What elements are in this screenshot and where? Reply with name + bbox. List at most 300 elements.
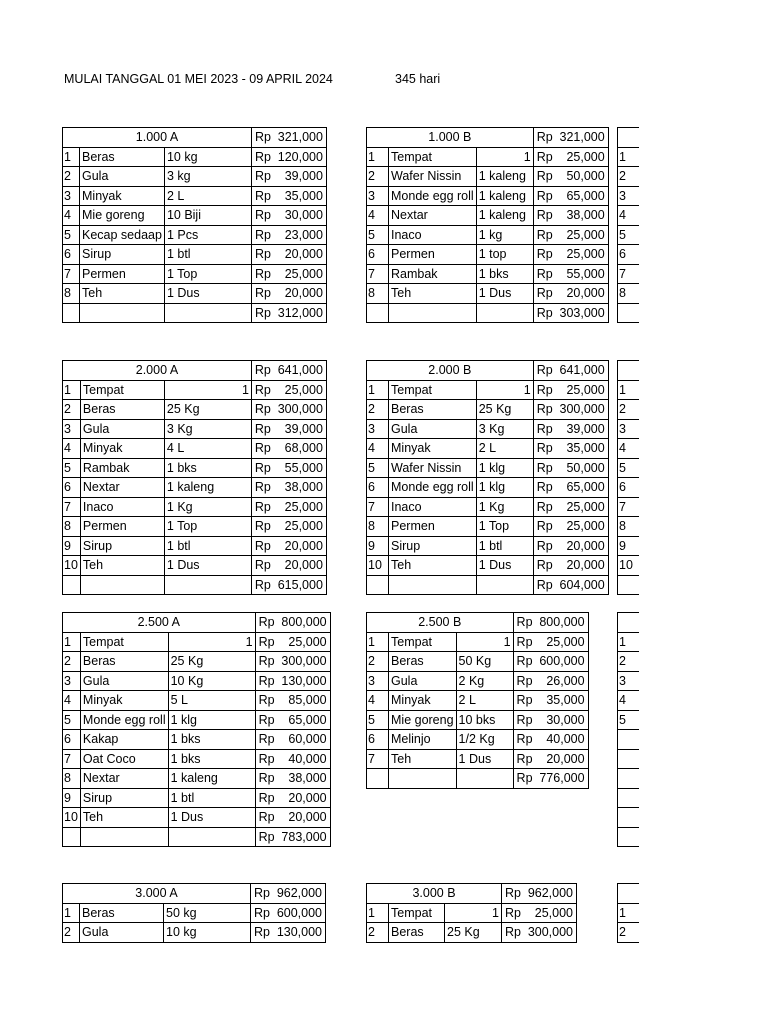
item-number: 7 [63, 264, 80, 284]
empty-cell [618, 769, 639, 789]
item-number: 9 [367, 536, 389, 556]
table-row [618, 884, 639, 904]
item-quantity: 1 Dus [476, 284, 533, 304]
package-table [62, 612, 331, 847]
item-quantity: 1 kg [476, 225, 533, 245]
table-row [618, 439, 639, 459]
table-row [618, 128, 639, 148]
item-number: 10 [63, 808, 81, 828]
package-name: 2.000 B [367, 361, 534, 381]
item-number: 1 [63, 903, 80, 923]
package-table [62, 883, 326, 943]
item-name: Teh [80, 808, 168, 828]
item-quantity: 1 klg [168, 710, 255, 730]
table-row [367, 903, 577, 923]
empty-cell [63, 827, 81, 847]
item-number: 5 [63, 710, 81, 730]
item-name: Wafer Nissin [389, 458, 477, 478]
table-row [63, 264, 327, 284]
table-row [618, 788, 639, 808]
table-row [367, 671, 589, 691]
item-amount: 39,000 [555, 419, 608, 439]
item-quantity: 1 kaleng [476, 167, 533, 187]
item-name: Monde egg roll [80, 710, 168, 730]
total-row [367, 575, 609, 595]
currency-label: Rp [255, 671, 277, 691]
currency-label: Rp [513, 710, 535, 730]
item-amount: 20,000 [277, 808, 330, 828]
item-number: 2 [618, 400, 639, 420]
table-row [63, 439, 327, 459]
currency-label: Rp [255, 769, 277, 789]
table-row [63, 730, 331, 750]
item-amount: 25,000 [524, 903, 577, 923]
item-number: 7 [367, 497, 389, 517]
item-amount: 20,000 [555, 284, 608, 304]
item-quantity: 1 Dus [164, 284, 251, 304]
item-amount: 60,000 [277, 730, 330, 750]
item-quantity: 1 Top [476, 517, 533, 537]
item-amount: 65,000 [555, 478, 608, 498]
item-name: Kecap sedaap [80, 225, 165, 245]
item-amount: 26,000 [535, 671, 588, 691]
table-row [367, 186, 609, 206]
table-row [367, 536, 609, 556]
package-table [366, 360, 609, 595]
item-number: 8 [63, 517, 81, 537]
page-title: MULAI TANGGAL 01 MEI 2023 - 09 APRIL 2024 [64, 72, 333, 86]
item-name: Teh [389, 556, 477, 576]
currency-label: Rp [533, 380, 555, 400]
empty-cell [63, 303, 80, 323]
item-amount: 600,000 [273, 903, 326, 923]
table-row [63, 652, 331, 672]
empty-cell [618, 303, 639, 323]
item-number: 3 [618, 671, 639, 691]
total-row [367, 303, 609, 323]
item-number: 3 [367, 186, 389, 206]
item-quantity: 3 Kg [476, 419, 533, 439]
item-amount: 20,000 [555, 556, 608, 576]
item-name: Beras [389, 400, 477, 420]
package-total: 783,000 [277, 827, 330, 847]
item-number: 1 [63, 632, 81, 652]
package-price: 641,000 [273, 361, 326, 381]
item-quantity: 50 kg [164, 903, 251, 923]
item-quantity: 1 Dus [456, 749, 513, 769]
empty-cell [389, 575, 477, 595]
item-number: 1 [618, 147, 639, 167]
item-amount: 65,000 [555, 186, 608, 206]
empty-cell [618, 361, 639, 381]
item-number: 3 [618, 419, 639, 439]
item-amount: 35,000 [273, 186, 326, 206]
item-amount: 65,000 [277, 710, 330, 730]
item-amount: 25,000 [273, 264, 326, 284]
item-number: 1 [367, 147, 389, 167]
table-row [63, 788, 331, 808]
table-row [63, 517, 327, 537]
empty-cell [367, 769, 389, 789]
item-name: Monde egg roll [389, 478, 477, 498]
item-number: 7 [63, 497, 81, 517]
item-number: 9 [63, 536, 81, 556]
table-row [618, 167, 639, 187]
item-name: Sirup [80, 536, 164, 556]
empty-cell [164, 303, 251, 323]
item-name: Sirup [80, 788, 168, 808]
item-number: 2 [63, 167, 80, 187]
item-name: Inaco [389, 225, 477, 245]
currency-label: Rp [533, 517, 555, 537]
package-header-row [367, 613, 589, 633]
table-row [63, 245, 327, 265]
currency-label: Rp [533, 186, 555, 206]
item-name: Teh [80, 284, 165, 304]
currency-label: Rp [251, 536, 273, 556]
currency-label: Rp [251, 478, 273, 498]
item-number: 2 [618, 167, 639, 187]
item-quantity: 1 Top [164, 517, 251, 537]
item-amount: 30,000 [535, 710, 588, 730]
empty-cell [63, 575, 81, 595]
package-price: 800,000 [535, 613, 588, 633]
currency-label: Rp [502, 923, 524, 943]
table-row [63, 923, 326, 943]
item-name: Minyak [80, 186, 165, 206]
item-number: 6 [63, 245, 80, 265]
empty-cell [618, 788, 639, 808]
table-row [367, 380, 609, 400]
item-quantity: 3 kg [164, 167, 251, 187]
item-amount: 38,000 [555, 206, 608, 226]
item-name: Tempat [389, 147, 477, 167]
table-row [618, 923, 639, 943]
item-name: Nextar [80, 478, 164, 498]
item-quantity: 1 bks [476, 264, 533, 284]
item-number: 9 [618, 536, 639, 556]
table-row [63, 225, 327, 245]
item-amount: 20,000 [277, 788, 330, 808]
empty-cell [618, 730, 639, 750]
table-row [367, 632, 589, 652]
empty-cell [618, 613, 639, 633]
package-name: 2.000 A [63, 361, 252, 381]
item-number: 5 [367, 710, 389, 730]
item-name: Beras [389, 652, 457, 672]
item-number: 4 [618, 206, 639, 226]
item-name: Teh [80, 556, 164, 576]
currency-label: Rp [533, 439, 555, 459]
item-amount: 20,000 [273, 536, 326, 556]
currency-label: Rp [513, 691, 535, 711]
item-name: Gula [80, 419, 164, 439]
item-name: Nextar [80, 769, 168, 789]
total-row [63, 303, 327, 323]
table-row [63, 478, 327, 498]
item-quantity: 1 kaleng [476, 206, 533, 226]
item-amount: 25,000 [277, 632, 330, 652]
item-quantity: 2 L [456, 691, 513, 711]
package-name: 1.000 A [63, 128, 252, 148]
item-amount: 25,000 [555, 225, 608, 245]
currency-label: Rp [533, 556, 555, 576]
item-quantity: 1 btl [164, 245, 251, 265]
table-row [618, 478, 639, 498]
item-quantity: 25 Kg [476, 400, 533, 420]
item-quantity: 1 Top [164, 264, 251, 284]
empty-cell [618, 884, 639, 904]
item-name: Beras [80, 903, 164, 923]
item-amount: 25,000 [555, 147, 608, 167]
empty-cell [367, 575, 389, 595]
item-quantity: 1 btl [164, 536, 251, 556]
item-quantity: 2 L [476, 439, 533, 459]
table-row [618, 419, 639, 439]
item-name: Tempat [80, 632, 168, 652]
package-name: 2.500 B [367, 613, 514, 633]
currency-label: Rp [251, 206, 273, 226]
item-quantity: 1 [476, 147, 533, 167]
table-row [63, 186, 327, 206]
table-row [618, 808, 639, 828]
currency-label: Rp [533, 206, 555, 226]
item-name: Mie goreng [80, 206, 165, 226]
table-row [618, 769, 639, 789]
item-amount: 20,000 [273, 284, 326, 304]
item-quantity: 1 Pcs [164, 225, 251, 245]
item-name: Gula [389, 419, 477, 439]
item-quantity: 1 kaleng [164, 478, 251, 498]
item-number: 1 [367, 380, 389, 400]
item-number: 5 [367, 225, 389, 245]
currency-label: Rp [251, 128, 273, 148]
empty-cell [164, 575, 251, 595]
table-row [618, 380, 639, 400]
currency-label: Rp [533, 400, 555, 420]
item-number: 8 [618, 284, 639, 304]
package-price: 321,000 [555, 128, 608, 148]
item-number: 5 [63, 458, 81, 478]
item-amount: 39,000 [273, 167, 326, 187]
item-quantity: 25 Kg [168, 652, 255, 672]
currency-label: Rp [251, 497, 273, 517]
currency-label: Rp [533, 245, 555, 265]
empty-cell [456, 769, 513, 789]
empty-cell [367, 303, 389, 323]
item-name: Beras [80, 652, 168, 672]
empty-cell [618, 575, 639, 595]
item-amount: 130,000 [273, 923, 326, 943]
item-number: 2 [618, 923, 639, 943]
item-number: 2 [367, 400, 389, 420]
item-name: Permen [80, 517, 164, 537]
item-number: 6 [618, 245, 639, 265]
item-number: 3 [63, 186, 80, 206]
item-amount: 38,000 [277, 769, 330, 789]
table-row [367, 167, 609, 187]
table-row [63, 632, 331, 652]
empty-cell [618, 749, 639, 769]
currency-label: Rp [533, 497, 555, 517]
table-row [618, 827, 639, 847]
item-name: Rambak [389, 264, 477, 284]
table-row [367, 556, 609, 576]
item-number: 7 [618, 264, 639, 284]
currency-label: Rp [251, 923, 273, 943]
currency-label: Rp [255, 691, 277, 711]
item-number: 3 [63, 671, 81, 691]
currency-label: Rp [251, 284, 273, 304]
item-number: 10 [618, 556, 639, 576]
item-name: Wafer Nissin [389, 167, 477, 187]
currency-label: Rp [251, 303, 273, 323]
total-row [63, 827, 331, 847]
table-row [618, 903, 639, 923]
item-number: 2 [367, 652, 389, 672]
item-name: Inaco [389, 497, 477, 517]
item-name: Melinjo [389, 730, 457, 750]
item-name: Minyak [389, 439, 477, 459]
item-name: Beras [80, 400, 164, 420]
item-amount: 300,000 [273, 400, 326, 420]
item-number: 5 [367, 458, 389, 478]
item-name: Teh [389, 749, 457, 769]
package-table-partial [617, 883, 639, 943]
package-header-row [367, 884, 577, 904]
table-row [367, 730, 589, 750]
item-quantity: 1 Dus [168, 808, 255, 828]
item-name: Beras [80, 147, 165, 167]
item-name: Tempat [389, 632, 457, 652]
item-name: Oat Coco [80, 749, 168, 769]
item-amount: 25,000 [555, 245, 608, 265]
item-amount: 85,000 [277, 691, 330, 711]
item-number: 6 [63, 478, 81, 498]
item-amount: 25,000 [555, 380, 608, 400]
item-amount: 55,000 [555, 264, 608, 284]
item-number: 6 [367, 478, 389, 498]
table-row [63, 167, 327, 187]
table-row [63, 903, 326, 923]
currency-label: Rp [251, 361, 273, 381]
item-number: 8 [618, 517, 639, 537]
table-row [367, 245, 609, 265]
package-table-partial [617, 360, 639, 595]
item-quantity: 1 kaleng [476, 186, 533, 206]
currency-label: Rp [502, 903, 524, 923]
table-row [618, 400, 639, 420]
item-name: Gula [80, 923, 164, 943]
package-header-row [63, 884, 326, 904]
item-number: 1 [618, 903, 639, 923]
item-number: 3 [367, 671, 389, 691]
currency-label: Rp [533, 128, 555, 148]
currency-label: Rp [255, 808, 277, 828]
item-name: Gula [80, 167, 165, 187]
item-quantity: 1 Kg [164, 497, 251, 517]
table-row [618, 517, 639, 537]
table-row [618, 245, 639, 265]
table-row [618, 206, 639, 226]
package-price: 962,000 [273, 884, 326, 904]
empty-cell [389, 303, 477, 323]
item-number: 5 [63, 225, 80, 245]
table-row [367, 419, 609, 439]
item-amount: 20,000 [535, 749, 588, 769]
item-number: 1 [63, 380, 81, 400]
item-amount: 39,000 [273, 419, 326, 439]
item-number: 4 [63, 206, 80, 226]
item-quantity: 1 [445, 903, 502, 923]
item-amount: 300,000 [524, 923, 577, 943]
package-header-row [63, 361, 327, 381]
item-name: Minyak [80, 439, 164, 459]
item-amount: 50,000 [555, 458, 608, 478]
table-row [367, 284, 609, 304]
table-row [63, 284, 327, 304]
package-name: 2.500 A [63, 613, 256, 633]
package-price: 641,000 [555, 361, 608, 381]
package-header-row [63, 613, 331, 633]
package-total: 776,000 [535, 769, 588, 789]
empty-cell [618, 808, 639, 828]
item-number: 1 [618, 632, 639, 652]
total-row [367, 769, 589, 789]
table-row [367, 264, 609, 284]
item-quantity: 1 kaleng [168, 769, 255, 789]
item-quantity: 10 Biji [164, 206, 251, 226]
table-row [367, 206, 609, 226]
table-row [367, 147, 609, 167]
empty-cell [618, 827, 639, 847]
package-table [366, 612, 589, 789]
currency-label: Rp [533, 284, 555, 304]
currency-label: Rp [513, 613, 535, 633]
table-row [63, 710, 331, 730]
item-amount: 35,000 [535, 691, 588, 711]
package-header-row [63, 128, 327, 148]
item-quantity: 1 Dus [164, 556, 251, 576]
item-amount: 25,000 [535, 632, 588, 652]
table-row [618, 691, 639, 711]
item-number: 1 [367, 632, 389, 652]
table-row [618, 186, 639, 206]
table-row [63, 556, 327, 576]
item-quantity: 1 klg [476, 458, 533, 478]
table-row [618, 671, 639, 691]
item-number: 3 [618, 186, 639, 206]
item-amount: 25,000 [555, 517, 608, 537]
item-quantity: 10 bks [456, 710, 513, 730]
item-number: 6 [367, 245, 389, 265]
currency-label: Rp [513, 730, 535, 750]
item-number: 5 [618, 225, 639, 245]
table-row [367, 497, 609, 517]
package-price: 962,000 [524, 884, 577, 904]
item-quantity: 1 [456, 632, 513, 652]
item-number: 2 [63, 400, 81, 420]
item-number: 1 [367, 903, 389, 923]
table-row [367, 458, 609, 478]
currency-label: Rp [251, 225, 273, 245]
item-number: 4 [63, 691, 81, 711]
item-quantity: 1 Dus [476, 556, 533, 576]
table-row [618, 225, 639, 245]
empty-cell [618, 128, 639, 148]
package-price: 800,000 [277, 613, 330, 633]
item-amount: 35,000 [555, 439, 608, 459]
